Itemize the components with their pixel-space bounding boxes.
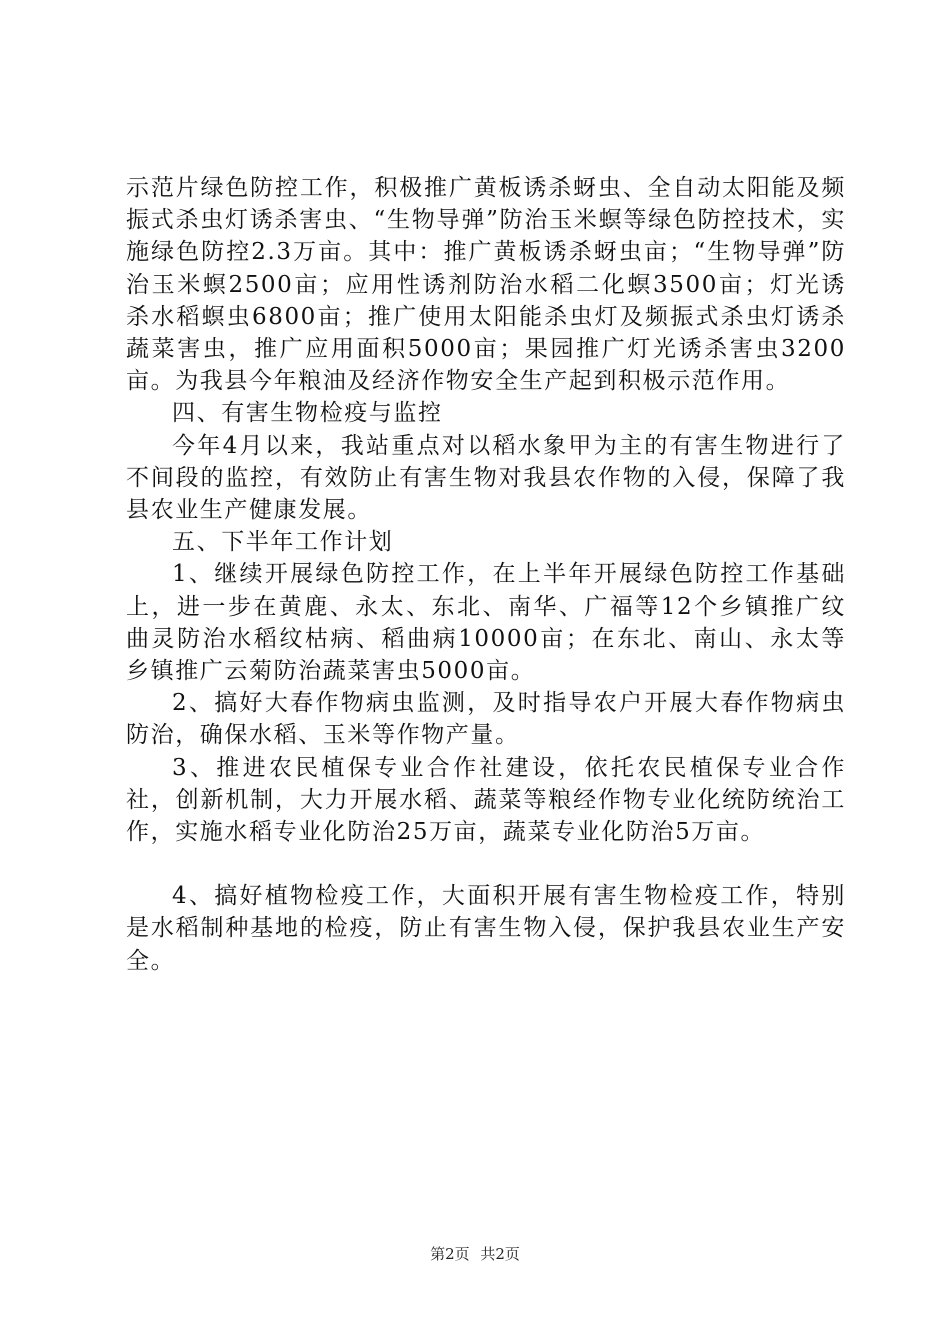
page-number: 第2页 [430, 1245, 470, 1263]
section-heading-plan: 五、下半年工作计划 [172, 529, 394, 556]
section-heading-quarantine: 四、有害生物检疫与监控 [172, 400, 443, 427]
plan-item-1: 1、继续开展绿色防控工作，在上半年开展绿色防控工作基础上，进一步在黄鹿、永太、东北、南华、广福等12个乡镇推广纹曲灵防治水稻纹枯病、稻曲病10000亩；在东北、南山、永太等乡镇推广云菊防治蔬菜害虫5000亩。 [126, 561, 846, 685]
document-body [126, 172, 846, 977]
page-footer [0, 1243, 950, 1264]
paragraph-gap [126, 848, 846, 880]
plan-item-4: 4、搞好植物检疫工作，大面积开展有害生物检疫工作，特别是水稻制种基地的检疫，防止有害生物入侵，保护我县农业生产安全。 [126, 883, 846, 974]
page-total: 共2页 [480, 1245, 520, 1263]
plan-item-3: 3、推进农民植保专业合作社建设，依托农民植保专业合作社，创新机制，大力开展水稻、蔬菜等粮经作物专业化统防统治工作，实施水稻专业化防治25万亩，蔬菜专业化防治5万亩。 [126, 754, 846, 846]
plan-item-2: 2、搞好大春作物病虫监测，及时指导农户开展大春作物病虫防治，确保水稻、玉米等作物产量。 [126, 690, 846, 749]
paragraph-green-control: 示范片绿色防控工作，积极推广黄板诱杀蚜虫、全自动太阳能及频振式杀虫灯诱杀害虫、“生物导弹”防治玉米螟等绿色防控技术，实施绿色防控2.3万亩。其中：推广黄板诱杀蚜虫亩；“生物导弹”防治玉米螟2500亩；应用性诱剂防治水稻二化螟3500亩；灯光诱杀水稻螟虫6800亩；推广使用太阳能杀虫灯及频振式杀虫灯诱杀蔬菜害虫，推广应用面积5000亩；果园推广灯光诱杀害虫3200亩。为我县今年粮油及经济作物安全生产起到积极示范作用。 [126, 175, 846, 395]
paragraph-quarantine: 今年4月以来，我站重点对以稻水象甲为主的有害生物进行了不间段的监控，有效防止有害生物对我县农作物的入侵，保障了我县农业生产健康发展。 [126, 432, 846, 524]
